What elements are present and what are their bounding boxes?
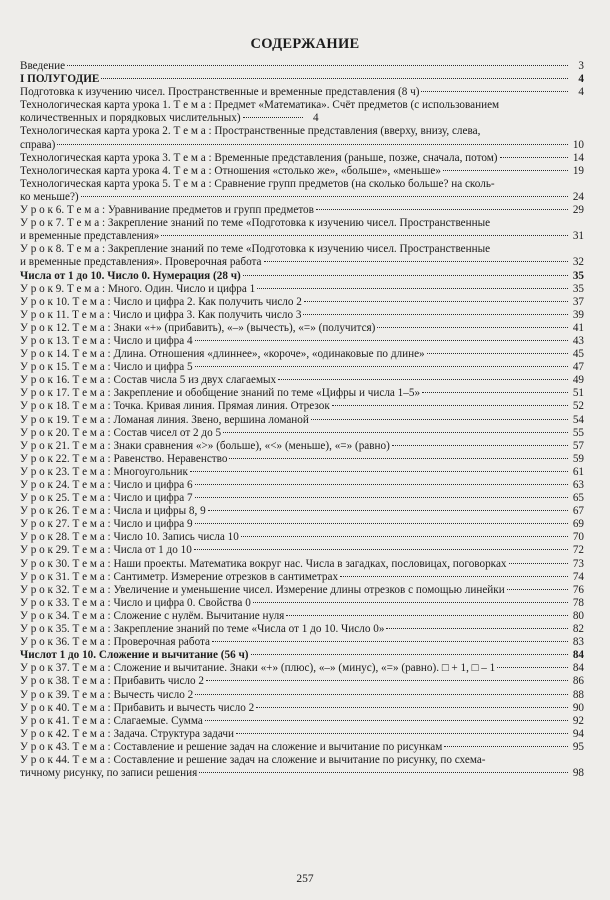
toc-entry-text: У р о к 22. Т е м а : Равенство. Неравенство: [20, 452, 228, 465]
dot-leader: [253, 602, 568, 603]
toc-entry: [20, 636, 584, 649]
dot-leader: [195, 366, 568, 367]
toc-entry: [20, 152, 584, 165]
toc-page-number: 73: [572, 557, 584, 570]
toc-entry-text: У р о к 40. Т е м а : Прибавить и вычесть число 2: [20, 701, 255, 714]
toc-entry-text: У р о к 10. Т е м а : Число и цифра 2. Как получить число 2: [20, 295, 302, 308]
toc-entry-text: У р о к 19. Т е м а : Ломаная линия. Звено, вершина ломаной: [20, 413, 309, 426]
toc-entry: [20, 702, 584, 715]
toc-entry-line: [20, 191, 584, 204]
dot-leader: [316, 209, 568, 210]
toc-page-number: 86: [572, 675, 584, 688]
toc-page-number: 72: [572, 544, 584, 557]
toc-entry: [20, 649, 584, 662]
toc-page-number: 4: [313, 112, 319, 125]
toc-entry-text: У р о к 38. Т е м а : Прибавить число 2: [20, 675, 204, 688]
dot-leader: [257, 288, 568, 289]
toc-entry: [20, 348, 584, 361]
toc-entry-text: У р о к 30. Т е м а : Наши проекты. Математика вокруг нас. Числа в загадках, пословицах, поговорках: [20, 557, 507, 570]
toc-entry-line: [20, 99, 584, 112]
toc-entry: [20, 584, 584, 597]
toc-page-number: 55: [572, 426, 584, 439]
dot-leader: [251, 654, 568, 655]
toc-entry: [20, 689, 584, 702]
dot-leader: [236, 733, 568, 734]
toc-entry: [20, 610, 584, 623]
dot-leader: [190, 471, 568, 472]
toc-entry-text: У р о к 32. Т е м а : Увеличение и уменьшение чисел. Измерение длины отрезков с помощью линейки: [20, 583, 505, 596]
dot-leader: [264, 261, 568, 262]
toc-page-number: 24: [572, 190, 584, 203]
toc-entry: [20, 296, 584, 309]
toc-entry-text: и временные представления»: [20, 230, 160, 243]
toc-page-number: 65: [572, 492, 584, 505]
dot-leader: [303, 314, 568, 315]
dot-leader: [194, 549, 568, 550]
toc-page-number: 35: [572, 282, 584, 295]
toc-entry-line: [20, 256, 584, 269]
toc-entry-text: тичному рисунку, по записи решения: [20, 767, 198, 780]
toc-entry: [20, 479, 584, 492]
toc-page-number: 14: [572, 151, 584, 164]
toc-entry-text: У р о к 6. Т е м а : Уравнивание предметов и групп предметов: [20, 204, 314, 217]
toc-entry-text: ко меньше?): [20, 190, 79, 203]
toc-entry: [20, 571, 584, 584]
toc-entry: [20, 73, 584, 86]
toc-entry-text: У р о к 13. Т е м а : Число и цифра 4: [20, 334, 193, 347]
toc-page-number: 57: [572, 439, 584, 452]
toc-entry: [20, 531, 584, 544]
toc-entry-line: [20, 217, 584, 230]
toc-page-number: 94: [572, 727, 584, 740]
toc-entry-text: Числа от 1 до 10. Число 0. Нумерация (28 ч): [20, 269, 241, 282]
toc-page-number: 35: [572, 269, 584, 282]
dot-leader: [195, 340, 568, 341]
dot-leader: [256, 707, 568, 708]
toc-entry: [20, 741, 584, 754]
toc-entry-text: У р о к 34. Т е м а : Сложение с нулём. Вычитание нуля: [20, 609, 285, 622]
toc-page-number: 39: [572, 308, 584, 321]
dot-leader: [304, 301, 568, 302]
dot-leader: [229, 458, 568, 459]
toc-entry: [20, 60, 584, 73]
toc-entry-text: У р о к 15. Т е м а : Число и цифра 5: [20, 361, 193, 374]
toc-page-number: 84: [572, 662, 584, 675]
toc-entry-text: У р о к 29. Т е м а : Числа от 1 до 10: [20, 544, 192, 557]
toc-page-number: 32: [572, 256, 584, 269]
dot-leader: [81, 196, 568, 197]
table-of-contents: [20, 60, 584, 780]
toc-entry: [20, 662, 584, 675]
page-title: СОДЕРЖАНИЕ: [250, 36, 360, 52]
toc-entry: [20, 165, 584, 178]
toc-entry: [20, 400, 584, 413]
toc-entry: [20, 754, 584, 780]
toc-entry-text: Числот 1 до 10. Сложение и вычитание (56 ч): [20, 649, 249, 662]
toc-entry-text: Технологическая карта урока 5. Т е м а : Сравнение групп предметов (на сколько больше? на сколь-: [20, 177, 495, 190]
toc-entry: [20, 309, 584, 322]
toc-entry-text: У р о к 43. Т е м а : Составление и решение задач на сложение и вычитание по рисункам: [20, 740, 443, 753]
dot-leader: [195, 694, 568, 695]
toc-page-number: 41: [572, 321, 584, 334]
dot-leader: [422, 392, 568, 393]
dot-leader: [311, 419, 568, 420]
toc-entry-text: У р о к 9. Т е м а : Много. Один. Число и цифра 1: [20, 282, 256, 295]
toc-entry: [20, 99, 584, 125]
toc-entry-text: справа): [20, 138, 56, 151]
dot-leader: [67, 65, 568, 66]
toc-page-number: 98: [572, 767, 584, 780]
toc-entry: [20, 243, 584, 269]
dot-leader: [286, 615, 568, 616]
toc-page-number: 52: [572, 400, 584, 413]
toc-entry: [20, 361, 584, 374]
toc-entry-line: [20, 112, 584, 125]
toc-entry: [20, 322, 584, 335]
dot-leader: [386, 628, 568, 629]
toc-entry-text: У р о к 28. Т е м а : Число 10. Запись числа 10: [20, 531, 239, 544]
dot-leader: [205, 720, 568, 721]
toc-entry: [20, 335, 584, 348]
toc-entry-text: У р о к 27. Т е м а : Число и цифра 9: [20, 518, 193, 531]
toc-entry: [20, 623, 584, 636]
toc-page-number: 45: [572, 348, 584, 361]
dot-leader: [392, 445, 568, 446]
toc-entry-line: [20, 767, 584, 780]
toc-page-number: 4: [578, 86, 584, 99]
dot-leader: [241, 536, 568, 537]
toc-entry-text: У р о к 39. Т е м а : Вычесть число 2: [20, 688, 194, 701]
dot-leader: [507, 589, 568, 590]
toc-page-number: 78: [572, 596, 584, 609]
toc-entry-text: У р о к 36. Т е м а : Проверочная работа: [20, 636, 211, 649]
toc-entry-text: У р о к 17. Т е м а : Закрепление и обобщение знаний по теме «Цифры и числа 1–5»: [20, 387, 421, 400]
toc-entry-text: Технологическая карта урока 1. Т е м а : Предмет «Математика». Счёт предметов (с использованием: [20, 99, 500, 112]
toc-entry-line: [20, 243, 584, 256]
toc-entry: [20, 86, 584, 99]
dot-leader: [243, 117, 303, 118]
dot-leader: [497, 667, 568, 668]
dot-leader: [500, 157, 568, 158]
toc-page-number: 76: [572, 583, 584, 596]
toc-entry: [20, 505, 584, 518]
toc-entry: [20, 374, 584, 387]
toc-page-number: 88: [572, 688, 584, 701]
toc-entry-text: У р о к 44. Т е м а : Составление и решение задач на сложение и вычитание по рисунку, по схема-: [20, 753, 486, 766]
toc-page-number: 29: [572, 204, 584, 217]
toc-page-number: 49: [572, 374, 584, 387]
toc-entry: [20, 217, 584, 243]
toc-entry-text: У р о к 11. Т е м а : Число и цифра 3. Как получить число 3: [20, 308, 302, 321]
toc-entry-text: I ПОЛУГОДИЕ: [20, 73, 100, 86]
toc-page-number: 51: [572, 387, 584, 400]
toc-entry-text: У р о к 23. Т е м а : Многоугольник: [20, 465, 188, 478]
page-number: 257: [296, 873, 314, 885]
toc-entry-text: У р о к 31. Т е м а : Сантиметр. Измерение отрезков в сантиметрах: [20, 570, 339, 583]
dot-leader: [212, 641, 568, 642]
toc-entry-text: У р о к 14. Т е м а : Длина. Отношения «длиннее», «короче», «одинаковые по длине»: [20, 348, 425, 361]
toc-entry-text: У р о к 18. Т е м а : Точка. Кривая линия. Прямая линия. Отрезок: [20, 400, 330, 413]
toc-entry: [20, 270, 584, 283]
toc-page-number: 19: [572, 164, 584, 177]
dot-leader: [206, 680, 568, 681]
toc-entry-text: У р о к 7. Т е м а : Закрепление знаний по теме «Подготовка к изучению чисел. Пространственные: [20, 217, 491, 230]
toc-entry-text: У р о к 41. Т е м а : Слагаемые. Сумма: [20, 714, 203, 727]
dot-leader: [195, 484, 568, 485]
toc-entry-line: [20, 754, 584, 767]
toc-entry-text: У р о к 42. Т е м а : Задача. Структура задачи: [20, 727, 234, 740]
toc-entry-text: Технологическая карта урока 2. Т е м а : Пространственные представления (вверху, внизу, слева,: [20, 125, 481, 138]
toc-entry: [20, 387, 584, 400]
toc-page-number: 47: [572, 361, 584, 374]
toc-page-number: 10: [572, 138, 584, 151]
dot-leader: [509, 563, 568, 564]
toc-entry-line: [20, 230, 584, 243]
toc-entry-line: [20, 139, 584, 152]
toc-page-number: 70: [572, 531, 584, 544]
toc-page-number: 67: [572, 505, 584, 518]
toc-entry-text: У р о к 33. Т е м а : Число и цифра 0. Свойства 0: [20, 596, 251, 609]
toc-page-number: 90: [572, 701, 584, 714]
toc-entry: [20, 597, 584, 610]
toc-entry-text: Технологическая карта урока 3. Т е м а : Временные представления (раньше, позже, сначала, потом): [20, 151, 498, 164]
toc-entry: [20, 715, 584, 728]
dot-leader: [57, 144, 568, 145]
dot-leader: [278, 379, 568, 380]
toc-entry: [20, 283, 584, 296]
toc-entry: [20, 492, 584, 505]
toc-page-number: 69: [572, 518, 584, 531]
dot-leader: [243, 275, 568, 276]
toc-page-number: 54: [572, 413, 584, 426]
toc-entry: [20, 466, 584, 479]
toc-page-number: 37: [572, 295, 584, 308]
toc-entry: [20, 558, 584, 571]
toc-entry-text: У р о к 16. Т е м а : Состав числа 5 из двух слагаемых: [20, 374, 277, 387]
toc-entry-text: Введение: [20, 60, 66, 72]
dot-leader: [195, 523, 568, 524]
dot-leader: [195, 497, 568, 498]
dot-leader: [208, 510, 568, 511]
dot-leader: [421, 91, 568, 92]
toc-entry: [20, 544, 584, 557]
dot-leader: [199, 772, 568, 773]
toc-entry-text: количественных и порядковых числительных): [20, 112, 241, 125]
dot-leader: [101, 78, 568, 79]
dot-leader: [340, 576, 568, 577]
toc-entry-line: [20, 125, 584, 138]
dot-leader: [443, 170, 568, 171]
toc-entry: [20, 440, 584, 453]
dot-leader: [377, 327, 568, 328]
dot-leader: [332, 405, 568, 406]
toc-entry-text: Подготовка к изучению чисел. Пространственные и временные представления (8 ч): [20, 86, 420, 99]
toc-page-number: 59: [572, 452, 584, 465]
toc-page-number: 63: [572, 479, 584, 491]
dot-leader: [427, 353, 568, 354]
toc-entry-line: [20, 178, 584, 191]
toc-page-number: 92: [572, 714, 584, 727]
toc-entry: [20, 675, 584, 688]
toc-entry: [20, 453, 584, 466]
toc-entry-text: У р о к 21. Т е м а : Знаки сравнения «>» (больше), «<» (меньше), «=» (равно): [20, 439, 390, 452]
dot-leader: [223, 432, 568, 433]
dot-leader: [444, 746, 568, 747]
toc-entry-text: У р о к 8. Т е м а : Закрепление знаний по теме «Подготовка к изучению чисел. Пространственные: [20, 243, 491, 256]
toc-entry: [20, 518, 584, 531]
toc-page-number: 84: [572, 649, 584, 662]
toc-entry-text: У р о к 12. Т е м а : Знаки «+» (прибавить), «–» (вычесть), «=» (получится): [20, 321, 376, 334]
dot-leader: [161, 235, 568, 236]
toc-page-number: 3: [578, 60, 584, 72]
toc-entry-text: Технологическая карта урока 4. Т е м а : Отношения «столько же», «больше», «меньше»: [20, 164, 441, 177]
toc-page-number: 83: [572, 636, 584, 649]
toc-entry: [20, 427, 584, 440]
toc-page-number: 82: [572, 623, 584, 636]
toc-entry: [20, 178, 584, 204]
toc-entry-text: У р о к 24. Т е м а : Число и цифра 6: [20, 479, 193, 491]
toc-entry: [20, 125, 584, 151]
toc-entry-text: У р о к 37. Т е м а : Сложение и вычитание. Знаки «+» (плюс), «–» (минус), «=» (равно). □ + 1, □ – 1: [20, 662, 496, 675]
toc-page-number: 95: [572, 740, 584, 753]
toc-page-number: 61: [572, 465, 584, 478]
toc-page-number: 80: [572, 609, 584, 622]
toc-entry-text: У р о к 35. Т е м а : Закрепление знаний по теме «Числа от 1 до 10. Число 0»: [20, 623, 385, 636]
toc-entry-text: и временные представления». Проверочная работа: [20, 256, 262, 269]
toc-page-number: 4: [578, 73, 584, 86]
toc-entry-text: У р о к 26. Т е м а : Числа и цифры 8, 9: [20, 505, 206, 518]
toc-page-number: 31: [572, 230, 584, 243]
toc-entry: [20, 728, 584, 741]
toc-entry: [20, 414, 584, 427]
toc-page-number: 74: [572, 570, 584, 583]
toc-entry: [20, 204, 584, 217]
toc-entry-text: У р о к 25. Т е м а : Число и цифра 7: [20, 492, 193, 505]
toc-entry-text: У р о к 20. Т е м а : Состав чисел от 2 до 5: [20, 426, 222, 439]
toc-page-number: 43: [572, 334, 584, 347]
